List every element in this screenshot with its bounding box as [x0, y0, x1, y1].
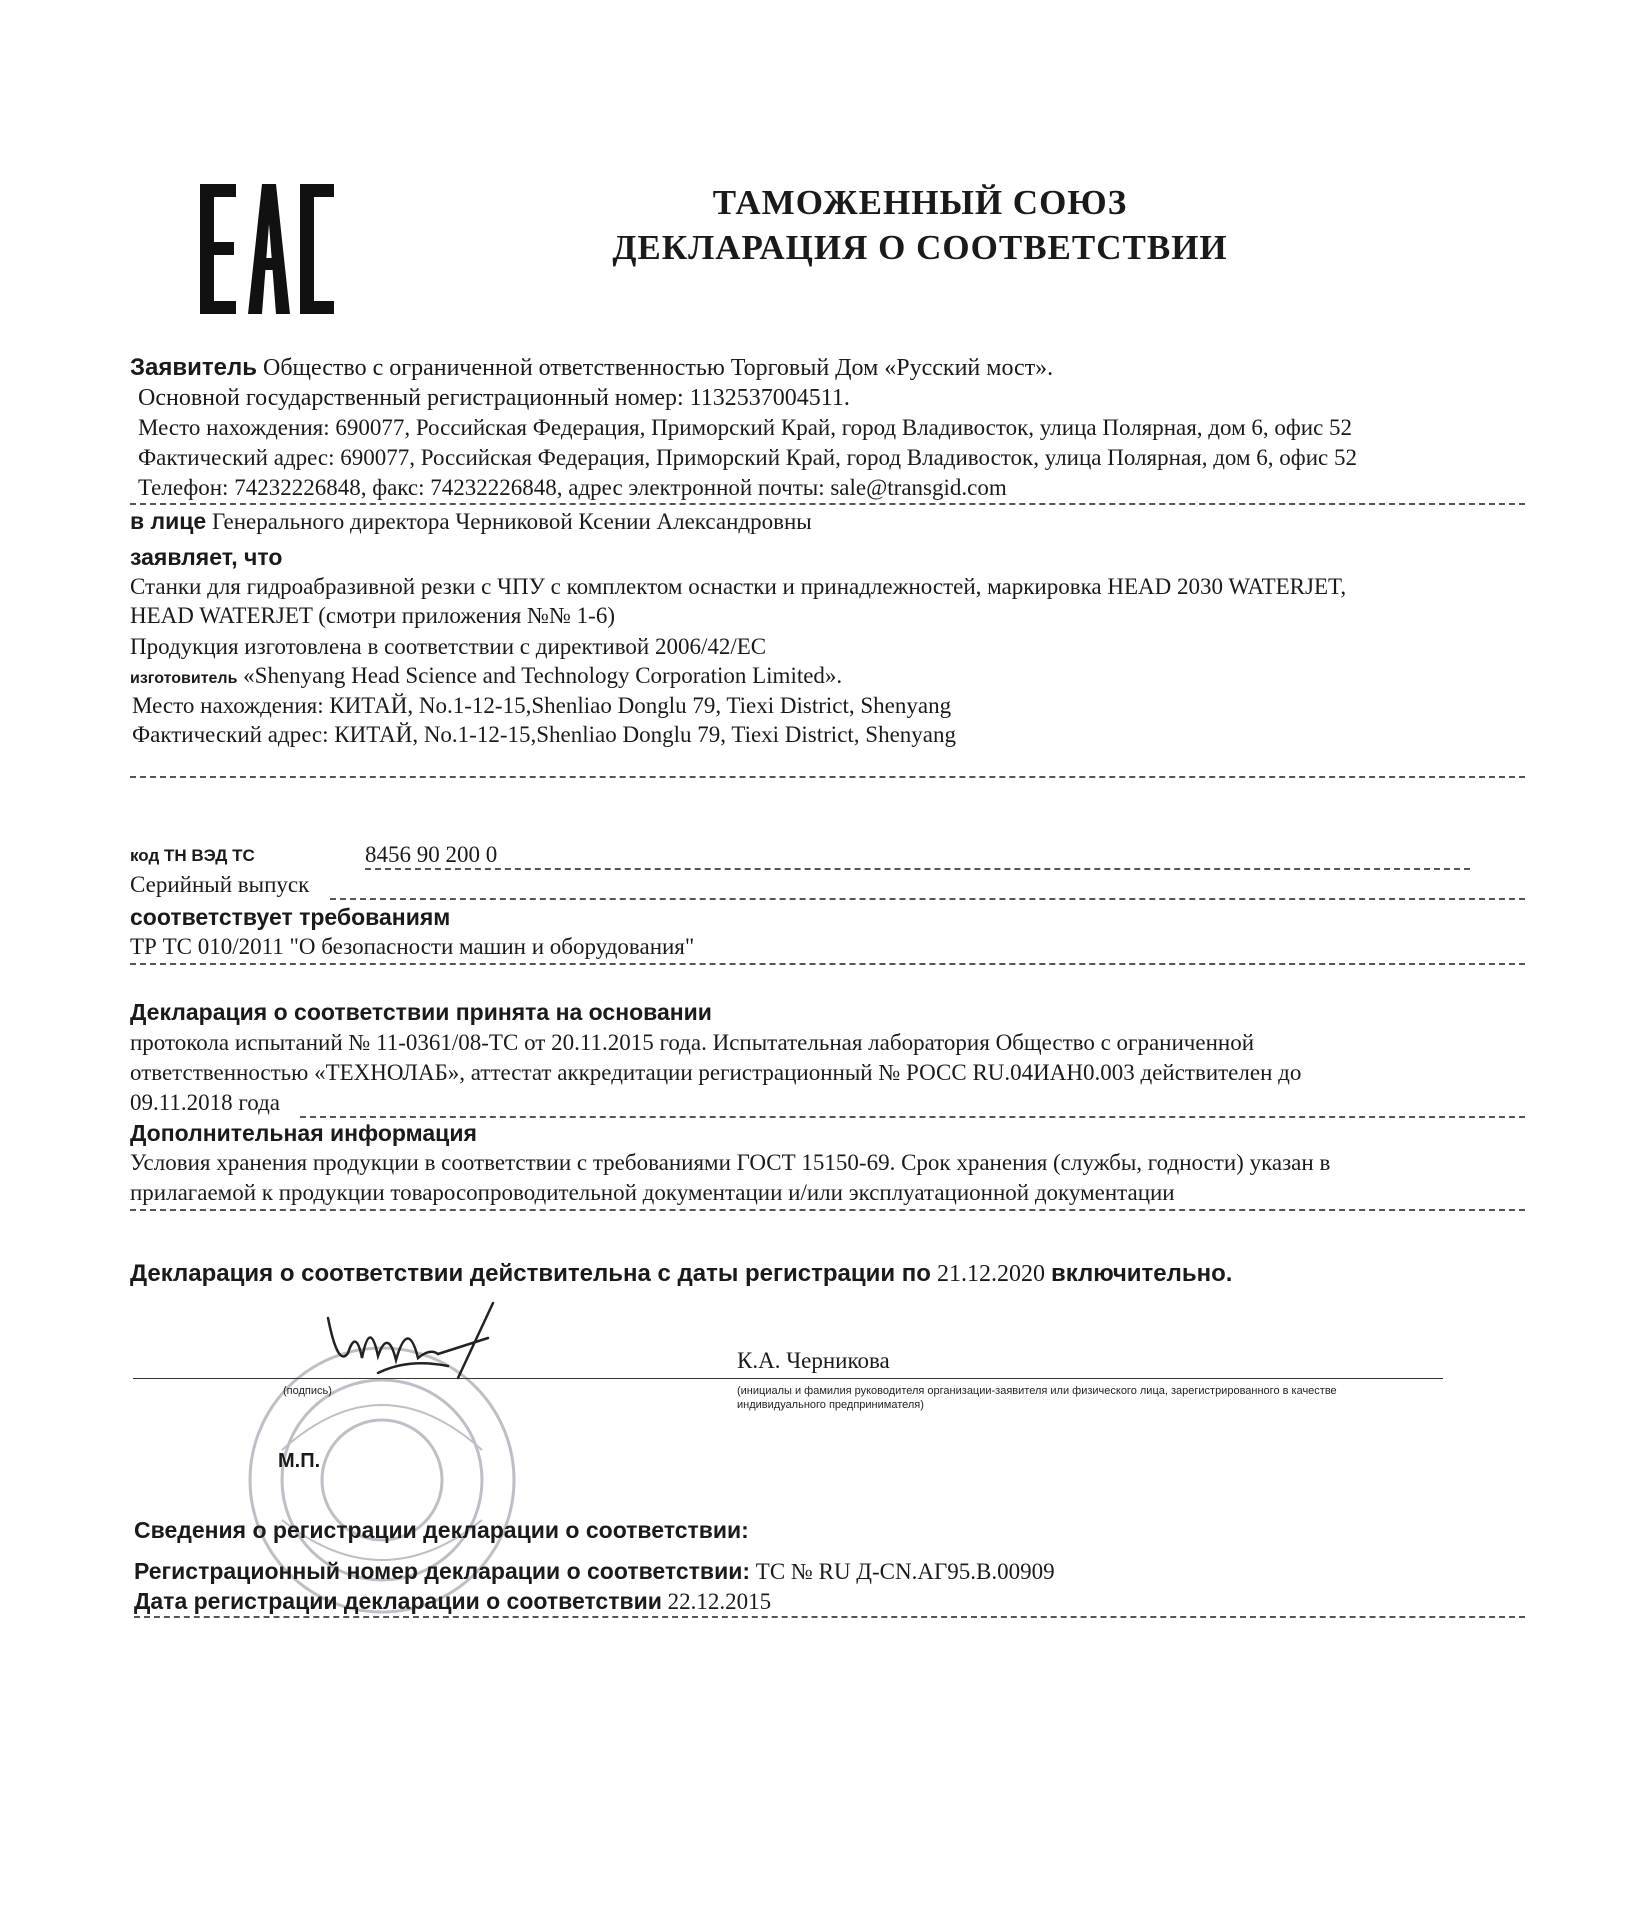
- signer-caption-line-1: (инициалы и фамилия руководителя организации-заявителя или физического лица, зарегистрированного в качестве: [737, 1385, 1337, 1397]
- registration-date-line: [134, 1588, 771, 1615]
- signer-line: [733, 1378, 1443, 1379]
- document-header: [420, 180, 1420, 270]
- registration-number-value: ТС № RU Д-CN.АГ95.В.00909: [755, 1559, 1055, 1584]
- manufacturer-label: изготовитель: [130, 670, 238, 687]
- basis-label: Декларация о соответствии принята на основании: [130, 999, 712, 1025]
- additional-line-2: прилагаемой к продукции товаросопроводительной документации и/или эксплуатационной документации: [130, 1180, 1175, 1205]
- applicant-contacts: Телефон: 74232226848, факс: 74232226848, адрес электронной почты: sale@transgid.com: [138, 475, 1007, 500]
- divider: [130, 1209, 1525, 1211]
- signature: [318, 1298, 518, 1398]
- manufacturer-actual-address: Фактический адрес: КИТАЙ, No.1-12-15,Shenliao Donglu 79, Tiexi District, Shenyang: [132, 722, 957, 747]
- header-title-declaration: ДЕКЛАРАЦИЯ О СООТВЕТСТВИИ: [612, 228, 1228, 267]
- applicant-actual-address: Фактический адрес: 690077, Российская Федерация, Приморский Край, город Владивосток, улица Полярная, дом 6, офис 52: [138, 445, 1357, 470]
- tn-ved-value: 8456 90 200 0: [365, 842, 498, 867]
- manufacturer-location: Место нахождения: КИТАЙ, No.1-12-15,Shenliao Donglu 79, Tiexi District, Shenyang: [132, 693, 952, 718]
- validity-prefix: Декларация о соответствии действительна с даты регистрации по: [130, 1260, 931, 1287]
- stamp-place-label: М.П.: [278, 1450, 321, 1472]
- registration-number-label: Регистрационный номер декларации о соответствии:: [134, 1558, 751, 1584]
- additional-line-1: Условия хранения продукции в соответствии с требованиями ГОСТ 15150-69. Срок хранения (службы, годности) указан в: [130, 1150, 1331, 1175]
- header-title-union: ТАМОЖЕННЫЙ СОЮЗ: [712, 183, 1128, 222]
- product-directive: Продукция изготовлена в соответствии с директивой 2006/42/ЕС: [130, 634, 767, 659]
- divider: [130, 776, 1525, 778]
- signature-caption: (подпись): [283, 1385, 332, 1397]
- person-name: Генерального директора Черниковой Ксении Александровны: [211, 509, 812, 534]
- divider: [130, 963, 1525, 965]
- signature-line: [133, 1378, 733, 1379]
- requirements-value: ТР ТС 010/2011 "О безопасности машин и оборудования": [130, 934, 695, 959]
- person-label: в лице: [130, 508, 207, 534]
- divider: [330, 898, 1525, 900]
- registration-label: Сведения о регистрации декларации о соответствии:: [134, 1517, 749, 1543]
- validity-suffix: включительно.: [1050, 1260, 1233, 1287]
- divider: [134, 1616, 1525, 1618]
- serial-production: Серийный выпуск: [130, 872, 310, 897]
- applicant-location: Место нахождения: 690077, Российская Федерация, Приморский Край, город Владивосток, улица Полярная, дом 6, офис 52: [138, 415, 1353, 440]
- applicant-line: [130, 354, 1053, 382]
- divider: [130, 503, 1525, 505]
- basis-line-3: 09.11.2018 года: [130, 1090, 281, 1115]
- signer-name: К.А. Черникова: [737, 1348, 890, 1373]
- requirements-label: соответствует требованиям: [130, 904, 451, 930]
- manufacturer-name: «Shenyang Head Science and Technology Corporation Limited».: [243, 663, 843, 688]
- tn-ved-label: код ТН ВЭД ТС: [130, 846, 255, 865]
- basis-line-2: ответственностью «ТЕХНОЛАБ», аттестат аккредитации регистрационный № РОСС RU.04ИАН0.003 действителен до: [130, 1060, 1302, 1085]
- applicant-label: Заявитель: [130, 354, 257, 381]
- registration-date-label: Дата регистрации декларации о соответствии: [134, 1588, 662, 1614]
- applicant-ogrn: Основной государственный регистрационный номер: 1132537004511.: [138, 385, 850, 411]
- registration-number-line: [134, 1558, 1055, 1585]
- signer-caption-line-2: индивидуального предпринимателя): [737, 1399, 924, 1411]
- divider: [365, 868, 1470, 870]
- registration-date-value: 22.12.2015: [667, 1589, 772, 1614]
- validity-date: 21.12.2020: [936, 1261, 1045, 1287]
- product-line-1: Станки для гидроабразивной резки с ЧПУ с комплектом оснастки и принадлежностей, маркировка HEAD 2030 WATERJET,: [130, 574, 1347, 599]
- declares-label: заявляет, что: [130, 544, 283, 570]
- applicant-person-line: [130, 508, 812, 535]
- manufacturer-line: [130, 663, 842, 689]
- validity-statement: [130, 1260, 1232, 1288]
- product-line-2: HEAD WATERJET (смотри приложения №№ 1-6): [130, 603, 615, 628]
- applicant-name: Общество с ограниченной ответственностью Торговый Дом «Русский мост».: [263, 355, 1054, 381]
- eac-logo: [200, 184, 334, 314]
- additional-label: Дополнительная информация: [130, 1120, 477, 1146]
- divider: [300, 1116, 1525, 1118]
- basis-line-1: протокола испытаний № 11-0361/08-ТС от 20.11.2015 года. Испытательная лаборатория Общество с ограниченной: [130, 1030, 1255, 1055]
